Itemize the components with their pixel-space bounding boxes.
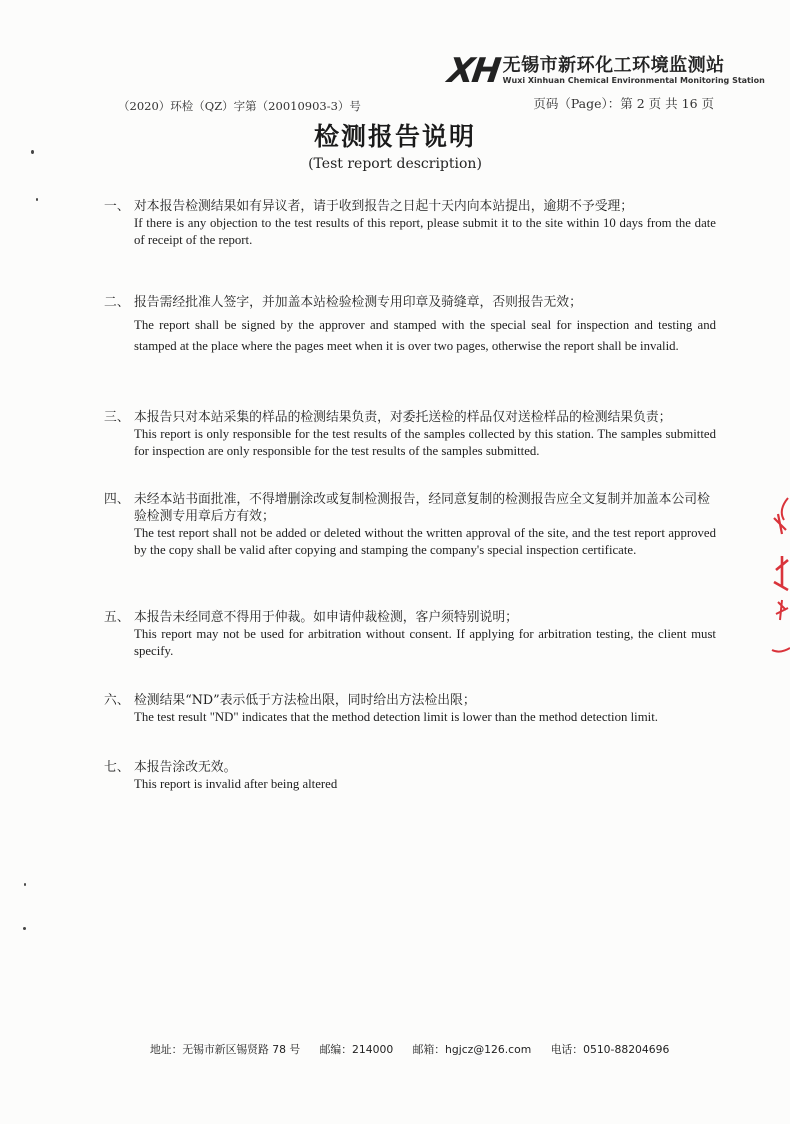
clause-2 bbox=[104, 294, 716, 356]
clause-number: 二、 bbox=[104, 295, 130, 310]
clause-text-cn: 对本报告检测结果如有异议者，请于收到报告之日起十天内向本站提出，逾期不予受理； bbox=[134, 199, 634, 214]
clause-text-cn: 本报告未经同意不得用于仲裁。如申请仲裁检测，客户须特别说明； bbox=[134, 610, 518, 625]
page-footer bbox=[150, 1042, 685, 1057]
clause-number: 六、 bbox=[104, 693, 130, 708]
clause-text-cn: 本报告涂改无效。 bbox=[134, 760, 237, 775]
seam-stamp-fragment bbox=[764, 490, 790, 660]
clause-1 bbox=[104, 198, 716, 248]
clause-4-cn-line bbox=[104, 491, 716, 525]
footer-email: 邮箱：hgjcz@126.com bbox=[412, 1043, 532, 1056]
clause-5 bbox=[104, 609, 716, 659]
footer-address: 地址：无锡市新区锡贤路 78 号 bbox=[150, 1043, 301, 1056]
clause-text-en: The test report shall not be added or deleted without the written approval of the site, and the test report approved by the copy shall be valid after copying and stamping the company's special inspection certificate. bbox=[134, 526, 716, 557]
station-logo bbox=[445, 51, 765, 91]
logo-text-block bbox=[503, 56, 765, 86]
footer-phone: 电话：0510-88204696 bbox=[550, 1043, 670, 1056]
clause-7 bbox=[104, 759, 716, 793]
clause-number: 一、 bbox=[104, 199, 130, 214]
page-number: 页码（Page）：第 2 页 共 16 页 bbox=[533, 96, 714, 111]
clause-5-cn-line bbox=[104, 609, 716, 626]
clause-3-cn-line bbox=[104, 409, 716, 426]
clause-3 bbox=[104, 409, 716, 459]
clause-number: 三、 bbox=[104, 410, 130, 425]
clause-text-en: The test result "ND" indicates that the method detection limit is lower than the method detection limit. bbox=[134, 710, 658, 724]
clause-number: 四、 bbox=[104, 492, 130, 507]
clause-number: 七、 bbox=[104, 760, 130, 775]
clause-text-en: If there is any objection to the test results of this report, please submit it to the site within 10 days from the date of receipt of the report. bbox=[134, 216, 716, 247]
clause-text-cn: 检测结果“ND”表示低于方法检出限，同时给出方法检出限； bbox=[134, 693, 476, 708]
footer-postcode: 邮编：214000 bbox=[319, 1043, 394, 1056]
station-name-cn: 无锡市新环化工环境监测站 bbox=[502, 55, 725, 76]
page-title: 检测报告说明 bbox=[313, 122, 476, 151]
clause-7-cn-line bbox=[104, 759, 716, 776]
clause-text-en: This report may not be used for arbitration without consent. If applying for arbitration testing, the client must specify. bbox=[134, 627, 716, 658]
station-name-en: Wuxi Xinhuan Chemical Environmental Monitoring Station bbox=[502, 76, 765, 85]
logo-mark: XH bbox=[445, 51, 502, 91]
clause-text-cn: 报告需经批准人签字，并加盖本站检验检测专用印章及骑缝章，否则报告无效； bbox=[134, 295, 582, 310]
clause-2-cn-line bbox=[104, 294, 716, 311]
clause-text-en: This report is invalid after being altered bbox=[134, 777, 338, 791]
clause-6 bbox=[104, 692, 716, 726]
clause-4 bbox=[104, 491, 716, 558]
clause-text-cn: 本报告只对本站采集的样品的检测结果负责，对委托送检的样品仅对送检样品的检测结果负责； bbox=[134, 410, 672, 425]
clause-text-en: This report is only responsible for the test results of the samples collected by this station. The samples submitted for inspection are only responsible for the test results of the samples submitted. bbox=[134, 427, 716, 458]
clause-number: 五、 bbox=[104, 610, 130, 625]
clause-1-cn-line bbox=[104, 198, 716, 215]
clause-6-cn-line bbox=[104, 692, 716, 709]
clause-text-en: The report shall be signed by the approver and stamped with the special seal for inspection and testing and stamped at the place where the pages meet when it is over two pages, otherwise the report shall be invalid. bbox=[134, 318, 716, 353]
report-number: （2020）环检（QZ）字第（20010903-3）号 bbox=[118, 99, 361, 113]
clause-text-cn: 未经本站书面批准，不得增删涂改或复制检测报告，经同意复制的检测报告应全文复制并加盖本公司检验检测专用章后方有效； bbox=[134, 492, 710, 524]
scan-speck bbox=[24, 883, 26, 886]
scan-speck bbox=[31, 150, 34, 154]
scan-speck bbox=[23, 927, 26, 930]
scan-speck bbox=[36, 198, 38, 201]
page-subtitle: (Test report description) bbox=[308, 156, 482, 172]
